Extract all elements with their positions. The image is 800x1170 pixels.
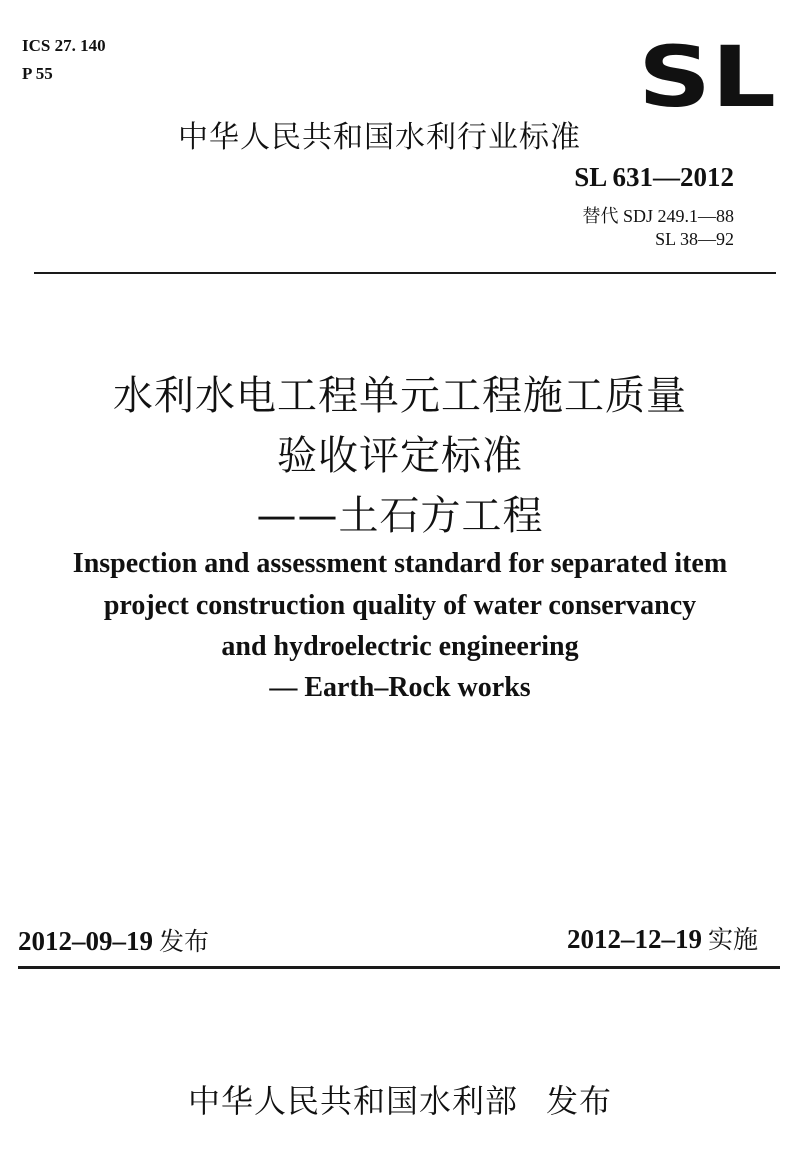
- publisher-line: [0, 1076, 800, 1122]
- publisher-action: 发布: [546, 1082, 613, 1120]
- english-title-line-2: project construction quality of water conservancy: [103, 590, 697, 621]
- effective-date: [567, 920, 758, 956]
- standard-code: SL 631—2012: [574, 162, 734, 192]
- replaces-line-2: SL 38—92: [655, 229, 734, 249]
- logo-text: SL: [638, 38, 776, 112]
- industry-standard-title: 中华人民共和国水利行业标准: [178, 120, 581, 155]
- ics-code: ICS 27. 140: [22, 36, 106, 55]
- issue-date-value: 2012–09–19: [18, 926, 153, 956]
- top-divider: [34, 272, 776, 274]
- classification-code: P 55: [22, 64, 53, 83]
- english-title-line-4: — Earth–Rock works: [269, 672, 531, 703]
- issue-date-label: 发布: [159, 927, 210, 956]
- bottom-divider: [18, 966, 780, 969]
- publisher-org: 中华人民共和国水利部: [187, 1082, 518, 1120]
- english-title-line-1: Inspection and assessment standard for separated item: [72, 548, 728, 579]
- replaces-line-1: 替代 SDJ 249.1—88: [582, 206, 734, 226]
- chinese-title-line-1: 水利水电工程单元工程施工质量: [113, 373, 687, 419]
- sl-logo: [638, 38, 776, 112]
- effective-date-value: 2012–12–19: [566, 924, 702, 954]
- chinese-title-line-3: ——土石方工程: [256, 493, 544, 539]
- chinese-title-line-2: 验收评定标准: [277, 433, 523, 479]
- effective-date-label: 实施: [707, 925, 758, 954]
- english-title-line-3: and hydroelectric engineering: [221, 631, 579, 662]
- issue-date: [18, 922, 209, 958]
